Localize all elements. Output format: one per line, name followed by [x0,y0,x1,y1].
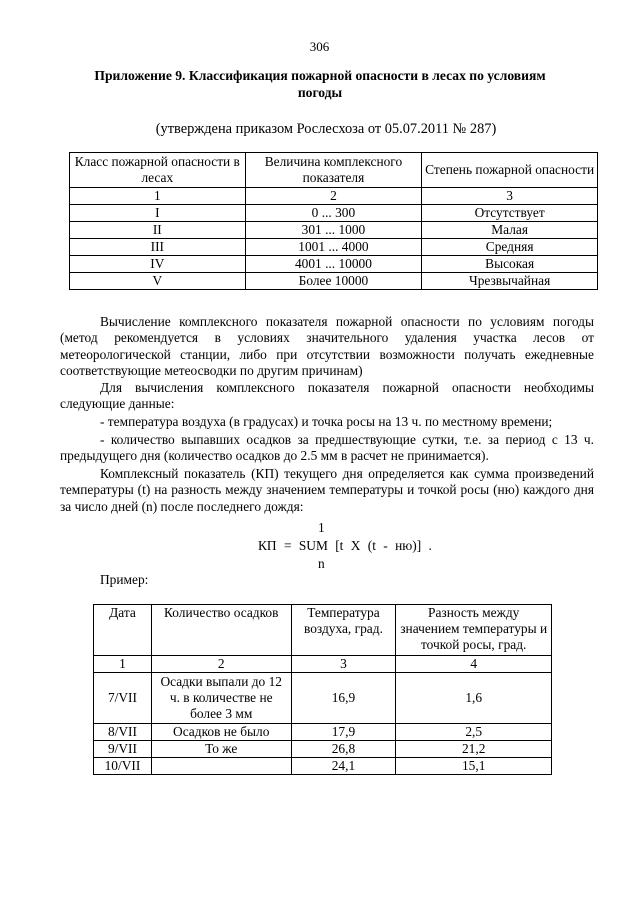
table-cell: 7/VII [94,673,152,724]
table-cell: 10/VII [94,758,152,775]
table2-header-difference: Разность между значением температуры и точкой росы, град. [396,605,552,656]
paragraph-method: Вычисление комплексного показателя пожарной опасности по условиям погоды (метод рекомендуется в условиях значительного удаления участка лесов от метеорологической станции, либо при отсутствии возможности получать ежедневные соответствующие метеосводки по другим причинам) [60,314,594,379]
table-cell: Малая [422,222,598,239]
table-row [70,273,598,290]
table1-header-index: Величина комплексного показателя [245,153,422,188]
paragraph-item-precipitation: - количество выпавших осадков за предшествующие сутки, т.е. за период с 13 ч. предыдущего дня (количество осадков до 2.5 мм в расчет не принимается). [60,432,594,464]
table-cell: 9/VII [94,741,152,758]
table2-num: 2 [151,656,291,673]
table-cell [151,758,291,775]
table-cell: 1001 ... 4000 [245,239,422,256]
table-cell: Осадки выпали до 12 ч. в количестве не более 3 мм [151,673,291,724]
table1-num: 3 [422,188,598,205]
table2-header-temperature: Температура воздуха, град. [291,605,396,656]
table1-header-degree: Степень пожарной опасности [422,153,598,188]
table1-num: 2 [245,188,422,205]
paragraph-index-definition: Комплексный показатель (КП) текущего дня определяется как сумма произведений температуры (t) на разность между значением температуры и точкой росы (ню) каждого дня за число дней (n) после последнего дождя: [60,466,594,514]
table-cell: Более 10000 [245,273,422,290]
table-cell: 301 ... 1000 [245,222,422,239]
table-row [70,222,598,239]
title-line-1: Приложение 9. Классификация пожарной опасности в лесах по условиям [94,68,546,83]
table-cell: 0 ... 300 [245,205,422,222]
table1-header-class: Класс пожарной опасности в лесах [70,153,246,188]
formula-lower-limit: n [318,556,325,571]
page-number: 306 [309,39,330,54]
example-label: Пример: [100,572,149,587]
table-row [94,724,552,741]
table1-num: 1 [70,188,246,205]
table-cell: II [70,222,246,239]
approval-note: (утверждена приказом Рослесхоза от 05.07.2011 № 287) [155,121,497,137]
formula-main: КП = SUM [t X (t - ню)] . [258,538,432,553]
table-row [70,239,598,256]
table-cell: 2,5 [396,724,552,741]
table-cell: 8/VII [94,724,152,741]
example-table [93,604,552,775]
table-row [70,205,598,222]
table-cell: То же [151,741,291,758]
table2-header-row [94,605,552,656]
table-row [94,673,552,724]
table2-num: 3 [291,656,396,673]
table-cell: Осадков не было [151,724,291,741]
table-cell: 4001 ... 10000 [245,256,422,273]
fire-danger-classes-table [69,152,598,290]
table-cell: Чрезвычайная [422,273,598,290]
table-cell: IV [70,256,246,273]
formula-upper-limit: 1 [318,520,325,535]
table-row [94,758,552,775]
table-cell: 17,9 [291,724,396,741]
table-cell: III [70,239,246,256]
table-cell: 16,9 [291,673,396,724]
table-cell: 24,1 [291,758,396,775]
table2-num: 4 [396,656,552,673]
table2-header-date: Дата [94,605,152,656]
appendix-title [60,68,580,102]
table-cell: 1,6 [396,673,552,724]
title-line-2: погоды [297,84,343,100]
table-cell: V [70,273,246,290]
table2-numbering-row [94,656,552,673]
table-row [94,741,552,758]
table-cell: 15,1 [396,758,552,775]
table-cell: 26,8 [291,741,396,758]
table-row [70,256,598,273]
table-cell: 21,2 [396,741,552,758]
paragraph-item-temperature: - температура воздуха (в градусах) и точка росы на 13 ч. по местному времени; [100,414,553,429]
table2-num: 1 [94,656,152,673]
paragraph-data-needed: Для вычисления комплексного показателя пожарной опасности необходимы следующие данные: [60,380,594,412]
table1-numbering-row [70,188,598,205]
table-cell: Средняя [422,239,598,256]
table-cell: Высокая [422,256,598,273]
table2-header-precipitation: Количество осадков [151,605,291,656]
table-cell: Отсутствует [422,205,598,222]
table1-header-row [70,153,598,188]
table-cell: I [70,205,246,222]
